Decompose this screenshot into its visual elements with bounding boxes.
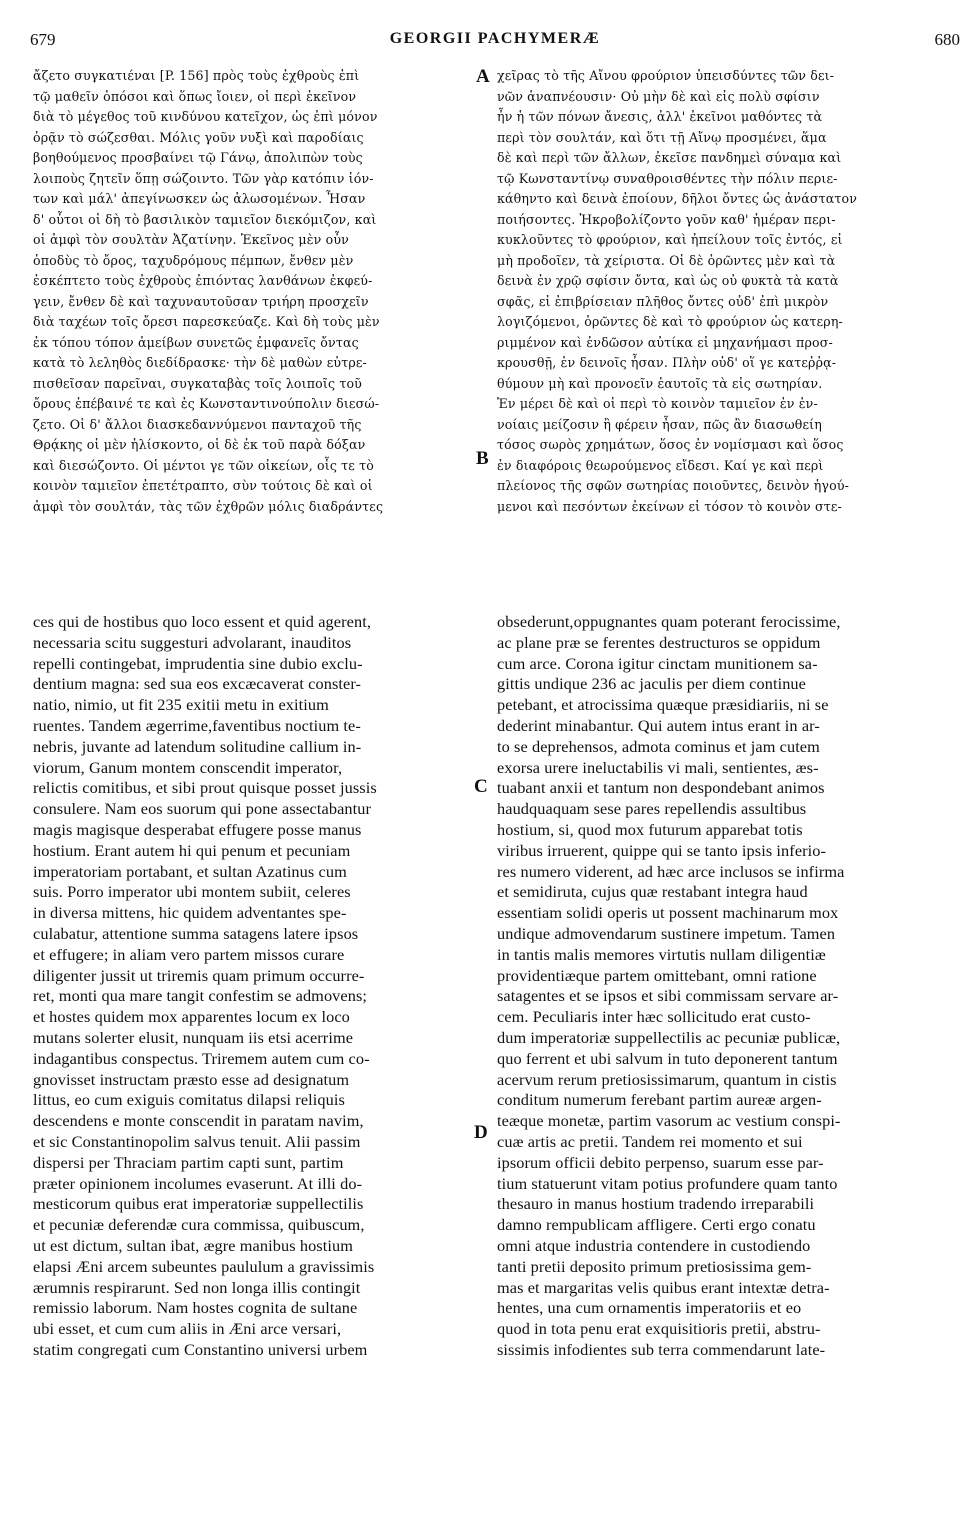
text-line: διὰ ταχέων τοῖς ὄρεσι παρεσκεύαζε. Καὶ δὴ τοὺς μὲν [33, 314, 380, 329]
text-line: dispersi per Thraciam partim capti sunt, partim [33, 1152, 344, 1172]
text-line: καὶ διεσώζοντο. Οἱ μέντοι γε τῶν οἰκείων, οἷς τε τὸ [33, 457, 374, 473]
text-line: ἐκ τόπου τόπον ἀμείβων συνετῶς ἐμφανεῖς ὄντας [33, 334, 359, 350]
text-line: μενοι καὶ πεσόντων ἐκείνων εἰ τόσον τὸ κοινὸν στε- [497, 498, 842, 514]
text-line: Θρᾴκης οἱ μὲν ἡλίσκοντο, οἱ δὲ ἐκ τοῦ παρὰ δόξαν [33, 437, 366, 452]
text-line: descendens e monte conscendit in paratam navim, [33, 1111, 364, 1131]
text-line: obsederunt,oppugnantes quam poterant ferocissime, [497, 612, 841, 631]
text-line: ποιήσοντες. Ἠκροβολίζοντο γοῦν καθ' ἡμέραν περι- [497, 211, 836, 227]
text-line: πλείονος τῆς σφῶν σωτηρίας ποιοῦντες, δεινὸν ἡγού- [497, 478, 850, 493]
running-title: GEORGII PACHYMERÆ [389, 30, 601, 47]
text-line: tuabant anxii et tantum non despondebant animos [497, 778, 825, 798]
text-line: cum arce. Corona igitur cinctam munitionem sa- [497, 653, 818, 673]
running-header [30, 30, 960, 58]
text-line: teæque monetæ, partim vasorum ac vestium conspi- [497, 1111, 841, 1131]
text-line: et semidiruta, cujus quæ restabant integra haud [497, 882, 808, 902]
page-number-left: 679 [30, 30, 56, 49]
text-line: ἐσκέπτετο τοὺς ἐχθροὺς ἐπιόντας λανθάνων ἐκφεύ- [33, 273, 373, 288]
text-line: ὁρᾷν τὸ σώζεσθαι. Μόλις γοῦν νυξὶ καὶ παροδίαις [33, 129, 364, 145]
text-line: τόσος σωρὸς χρημάτων, ὅσος ἐν νομίσμασι καὶ ὅσος [497, 437, 844, 452]
text-line: hentes, una cum ornamentis imperatoriis et eo [497, 1298, 802, 1318]
text-line: ὄρους ἐπέβαινέ τε καὶ ἐς Κωνσταντινούπολιν διεσώ- [33, 396, 380, 411]
text-line: et sic Constantinopolim salvus tenuit. Alii passim [33, 1131, 361, 1151]
text-line: ἄζετο συγκατιέναι [P. 156] πρὸς τοὺς ἐχθροὺς ἐπὶ [33, 68, 360, 83]
text-line: petebant, et atrocissima quæque præsidiariis, ni se [497, 695, 829, 715]
text-line: ipsorum officii debito perpenso, suarum esse par- [497, 1152, 824, 1172]
text-line: quod in tota penu erat exquisitioris pretii, abstru- [497, 1319, 821, 1339]
text-line: exorsa urere ineluctabilis vi mali, sentientes, æs- [497, 757, 819, 777]
text-line: λογιζόμενοι, ὁρῶντες δὲ καὶ τὸ φρούριον ὡς κατερη- [497, 314, 843, 329]
text-line: ces qui de hostibus quo loco essent et quid agerent, [33, 612, 371, 631]
latin-text-column-right [497, 612, 939, 1361]
text-line: suis. Porro imperator ubi montem subiit, celeres [33, 882, 351, 902]
text-line: indagantibus conspectus. Triremem autem cum co- [33, 1048, 370, 1068]
text-line: in tantis malis memores virtutis nullam diligentiæ [497, 944, 826, 964]
text-line: διὰ τὸ μέγεθος τοῦ κινδύνου κατεῖχον, ὡς ἐπὶ μόνον [33, 109, 378, 124]
text-line: acervum rerum pretiosissimarum, quantum in cistis [497, 1069, 837, 1089]
text-line: οἱ ἀμφὶ τὸν σουλτὰν Ἀζατίνην. Ἐκεῖνος μὲν οὖν [33, 232, 349, 247]
text-line: Ἐν μέρει δὲ καὶ οἱ περὶ τὸ κοινὸν ταμιεῖον ἐν ἐν- [497, 396, 818, 411]
text-line: essentiam solidi operis ut possent machinarum mox [497, 903, 839, 923]
text-line: viribus irruerent, quippe qui se tanto ipsis inferio- [497, 840, 827, 860]
text-line: ac plane præ se ferentes destructuros se oppidum [497, 632, 821, 652]
text-line: δὲ καὶ περὶ τῶν ἄλλων, ἐκεῖσε πανδημεὶ σύναμα καὶ [497, 150, 842, 165]
text-line: mutans solerter elusit, nunquam iis etsi acerrime [33, 1027, 354, 1047]
text-line: dum imperatoriæ suppellectilis ac pecuniæ publicæ, [497, 1027, 841, 1047]
text-line: conditum numerum ferebant partim aureæ argen- [497, 1090, 822, 1110]
text-line: ἐν διαφόροις θεωρούμενος εἴδεσι. Καί γε καὶ περὶ [497, 457, 824, 473]
text-line: κρουσθῇ, ἐν δεινοῖς ἦσαν. Πλὴν οὐδ' οἵ γε κατεῤῥᾳ- [497, 355, 837, 370]
text-line: κοινὸν ταμιεῖον ἐπετέτραπτο, σὺν τούτοις δὲ καὶ οἱ [33, 478, 373, 493]
text-line: σφᾶς, εἰ ἐπιβρίσειαν πλῆθος ὄντες οὐδ' ἐπὶ μικρὸν [497, 293, 829, 309]
text-line: præter opinionem incolumes evaserunt. At illi do- [33, 1173, 363, 1193]
text-line: βοηθούμενος προσβαίνει τῷ Γάνῳ, ἀπολιπὼν τοὺς [33, 150, 363, 165]
section-marker-b: B [476, 448, 489, 469]
section-marker-d: D [474, 1122, 488, 1143]
text-line: κατὰ τὸ λεληθὸς διεδίδρασκε· τὴν δὲ μαθὼν εὐτρε- [33, 355, 367, 370]
text-line: τῷ μαθεῖν ὁπόσοι καὶ ὅπως ἴοιεν, οἱ περὶ ἐκεῖνον [33, 88, 357, 104]
text-line: mas et margaritas velis quibus erant intextæ detra- [497, 1277, 830, 1297]
text-line: δ' οὗτοι οἱ δὴ τὸ βασιλικὸν ταμιεῖον διεκόμιζον, καὶ [33, 211, 377, 227]
section-marker-a: A [476, 66, 490, 87]
text-line: δεινὰ ἐν χρῷ σφίσιν ὄντα, καὶ ὡς οὐ φυκτὰ τὰ κατὰ [497, 273, 839, 288]
text-line: in diversa mittens, hic quidem adventantes spe- [33, 903, 347, 923]
text-line: thesauro in manus hostium tradendo irreparabili [497, 1194, 815, 1214]
text-line: to se deprehensos, admota cominus et jam cutem [497, 736, 820, 756]
text-line: nebris, juvante ad latendum solitudine callium in- [33, 736, 362, 756]
latin-text-column-left [33, 612, 469, 1361]
text-line: θύμουν μὴ καὶ προνοεῖν ἑαυτοῖς τὰ εἰς σωτηρίαν. [497, 375, 823, 391]
text-line: λοιποὺς ζητεῖν ὅπῃ σώζοιντο. Τῶν γὰρ κατόπιν ἰόν- [33, 170, 374, 186]
text-line: πισθεῖσαν παρεῖναι, συγκαταβὰς τοῖς λοιποῖς τοῦ [33, 375, 362, 391]
text-line: et hostes quidem mox apparentes locum ex loco [33, 1007, 350, 1027]
text-line: dederint minabantur. Qui autem intus erant in ar- [497, 715, 820, 735]
text-line: statim congregati cum Constantino universi urbem [33, 1339, 368, 1359]
text-line: sissimis infodientes sub terra commendarunt late- [497, 1339, 826, 1359]
section-marker-c: C [474, 776, 488, 797]
text-line: γειν, ἔνθεν δὲ καὶ ταχυναυτοῦσαν τριήρη προσχεῖν [33, 293, 369, 309]
text-line: diligenter jussit ut triremis quam primum occurre- [33, 965, 365, 985]
text-line: ubi esset, et cum cum aliis in Æni arce versari, [33, 1319, 342, 1339]
greek-text-column-left [33, 66, 475, 517]
text-line: imperatoriam portabant, et sultan Azatinus cum [33, 861, 347, 881]
text-line: tanti pretii deposito primum pretiosissima gem- [497, 1256, 812, 1276]
text-line: tium statuerunt vitam potius profundere quam tanto [497, 1173, 838, 1193]
text-line: νῶν ἀναπνέουσιν· Οὐ μὴν δὲ καὶ εἰς πολὺ σφίσιν [497, 88, 820, 104]
text-line: κυκλοῦντες τὸ φρούριον, καὶ ἠπείλουν τοῖς ἐντός, εἰ [497, 232, 843, 247]
text-line: viorum, Ganum montem conscendit imperator, [33, 757, 343, 777]
text-line: consulere. Nam eos suorum qui pone assectabantur [33, 799, 372, 819]
page-number-right: 680 [934, 30, 960, 49]
text-line: damno rempublicam affligere. Certi ergo conatu [497, 1215, 816, 1235]
text-line: hostium, si, quod mox futurum apparebat totis [497, 819, 803, 839]
text-line: et effugere; in aliam vero partem missos curare [33, 944, 345, 964]
text-line: providentiæque partem omittebant, omni ratione [497, 965, 817, 985]
text-line: undique admovendarum sustinere impetum. Tamen [497, 923, 836, 943]
text-line: omni atque industria contendere in custodiendo [497, 1235, 811, 1255]
text-line: elapsi Æni arcem subeuntes paululum a gravissimis [33, 1256, 375, 1276]
text-line: mesticorum quibus erat imperatoriæ suppellectilis [33, 1194, 364, 1214]
text-line: culabatur, attentione summa satagens latere ipsos [33, 923, 359, 943]
text-line: gittis undique 236 ac jaculis per diem continue [497, 674, 806, 694]
text-line: dentium magna: sed sua eos excæcaverat conster- [33, 674, 362, 694]
text-line: κάθηντο καὶ δεινὰ ἐποίουν, δῆλοι ὄντες ὡς ἀνάστατον [497, 191, 858, 206]
text-line: natio, nimio, ut fit 235 exitii metu in exitium [33, 695, 329, 715]
text-line: relictis comitibus, et sibi prout quisque posset jussis [33, 778, 377, 798]
text-line: quo ferrent et ubi salvum in tuto deponerent tantum [497, 1048, 838, 1068]
text-line: ὁποδὺς τὸ ὄρος, ταχυδρόμους πέμπων, ἔνθεν μὲν [33, 252, 354, 268]
text-line: haudquaquam sese pares repellendis assultibus [497, 799, 807, 819]
text-line: gnovisset instructam præsto esse ad designatum [33, 1069, 350, 1089]
text-line: et pecuniæ deferendæ cura commissa, quibuscum, [33, 1215, 365, 1235]
text-line: magis magisque desperabat effugere posse manus [33, 819, 362, 839]
text-line: ἀμφὶ τὸν σουλτάν, τὰς τῶν ἐχθρῶν μόλις διαδράντες [33, 498, 384, 514]
text-line: ret, monti qua mare tangit confestim se admovens; [33, 986, 368, 1006]
text-line: ruentes. Tandem ægerrime,faventibus noctium te- [33, 715, 361, 735]
text-line: ζετο. Οἱ δ' ἄλλοι διασκεδαννύμενοι πανταχοῦ τῆς [33, 416, 362, 432]
text-line: hostium. Erant autem hi qui penum et pecuniam [33, 840, 351, 860]
text-line: cem. Peculiaris inter hæc sollicitudo erat custo- [497, 1007, 811, 1027]
text-line: ριμμένον καὶ ἐνδῶσον αὐτίκα εἰ μηχανήμασι προσ- [497, 334, 833, 350]
text-line: littus, eo cum exiguis comitatus dilapsi reliquis [33, 1090, 345, 1110]
text-line: satagentes et se ipsos et sibi commissam servare ar- [497, 986, 839, 1006]
text-line: μὴ προδοῖεν, τὰ χείριστα. Οἱ δὲ ὁρῶντες μὲν καὶ τὰ [497, 252, 836, 268]
text-line: χεῖρας τὸ τῆς Αἴνου φρούριον ὑπεισδύντες τῶν δει- [497, 68, 835, 83]
greek-text-column-right [497, 66, 942, 517]
text-line: necessaria scitu suggesturi advolarant, inauditos [33, 632, 352, 652]
text-line: remissio laborum. Nam hostes cognita de sultane [33, 1298, 358, 1318]
text-line: ἦν ἡ τῶν πόνων ἄνεσις, ἀλλ' ἐκεῖνοι μαθόντες τὰ [497, 109, 823, 124]
text-line: των καὶ μάλ' ἀπεγίνωσκεν ὡς ἁλωσομένων. Ἦσαν [33, 191, 366, 206]
text-line: τῷ Κωνσταντίνῳ συναθροισθέντες τὴν πόλιν περιε- [497, 170, 838, 186]
text-line: cuæ artis ac pretii. Tandem rei momento et sui [497, 1131, 803, 1151]
text-line: repelli contingebat, imprudentia sine dubio exclu- [33, 653, 363, 673]
text-line: res numero viderent, ad hæc arce inclusos se infirma [497, 861, 845, 881]
text-line: περὶ τὸν σουλτάν, καὶ ὅτι τῇ Αἴνῳ προσμένει, ἅμα [497, 129, 827, 145]
text-line: ut est dictum, sultan ibat, ægre manibus hostium [33, 1235, 353, 1255]
text-line: νοίαις μείζοσιν ἢ φέρειν ἦσαν, πῶς ἂν διασωθείη [497, 416, 822, 432]
text-line: ærumnis respirarunt. Sed non longa illis contingit [33, 1277, 361, 1297]
